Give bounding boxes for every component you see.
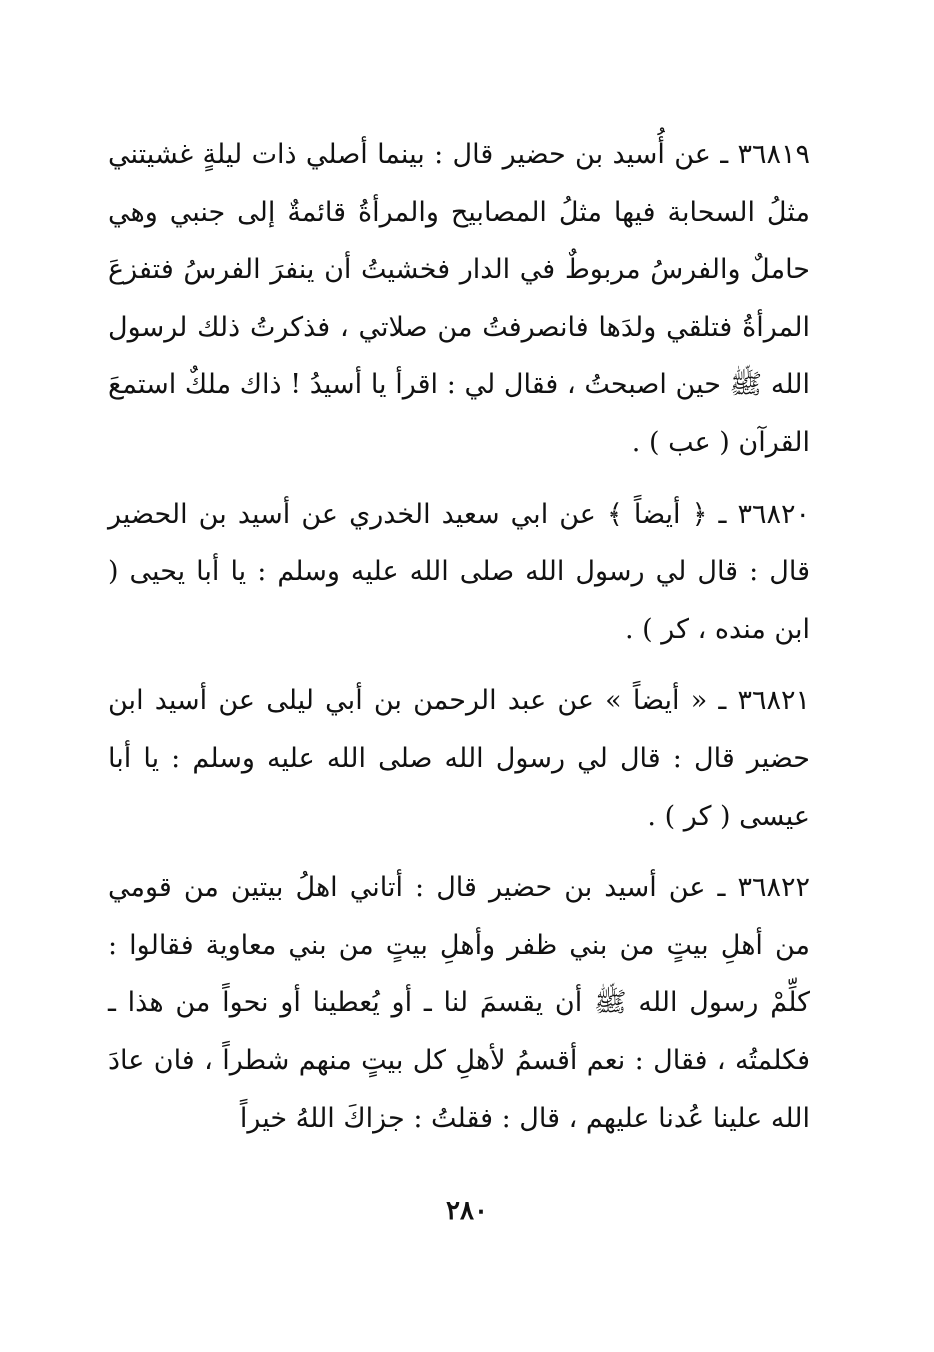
hadith-36821: ٣٦٨٢١ ـ « أيضاً » عن عبد الرحمن بن أبي ليلى عن أسيد ابن حضير قال : قال لي رسول الله صلى الله عليه وسلم : يا أبا عيسى ( كر ) . xyxy=(108,685,810,832)
hadith-36819: ٣٦٨١٩ ـ عن أُسيد بن حضير قال : بينما أصلي ذات ليلةٍ غشيتني مثلُ السحابة فيها مثلُ المصابيح والمرأةُ قائمةٌ إلى جنبي وهي حاملٌ والفرسُ مربوطٌ في الدار فخشيتُ أن ينفرَ الفرسُ فتفزعَ المرأةُ فتلقي ولدَها فانصرفتُ من صلاتي ، فذكرتُ ذلك لرسول الله ﷺ حين اصبحتُ ، فقال لي : اقرأ يا أسيدُ ! ذاك ملكٌ استمعَ القرآن ( عب ) . xyxy=(108,139,810,458)
body-text xyxy=(108,126,810,1147)
hadith-36822: ٣٦٨٢٢ ـ عن أسيد بن حضير قال : أتاني اهلُ بيتين من قومي من أهلِ بيتٍ من بني ظفر وأهلِ بيتٍ من بني معاوية فقالوا : كلِّمْ رسول الله ﷺ أن يقسمَ لنا ـ أو يُعطينا أو نحواً من هذا ـ فكلمتُه ، فقال : نعم أقسمُ لأهلِ كل بيتٍ منهم شطراً ، فان عادَ الله علينا عُدنا عليهم ، قال : فقلتُ : جزاكَ اللهُ خيراً xyxy=(108,872,810,1134)
hadith-36820: ٣٦٨٢٠ ـ ﴿ أيضاً ﴾ عن ابي سعيد الخدري عن أسيد بن الحضير قال : قال لي رسول الله صلى الله عليه وسلم : يا أبا يحيى ( ابن منده ، كر ) . xyxy=(108,498,810,645)
page-number: ٢٨٠ xyxy=(446,1196,488,1226)
